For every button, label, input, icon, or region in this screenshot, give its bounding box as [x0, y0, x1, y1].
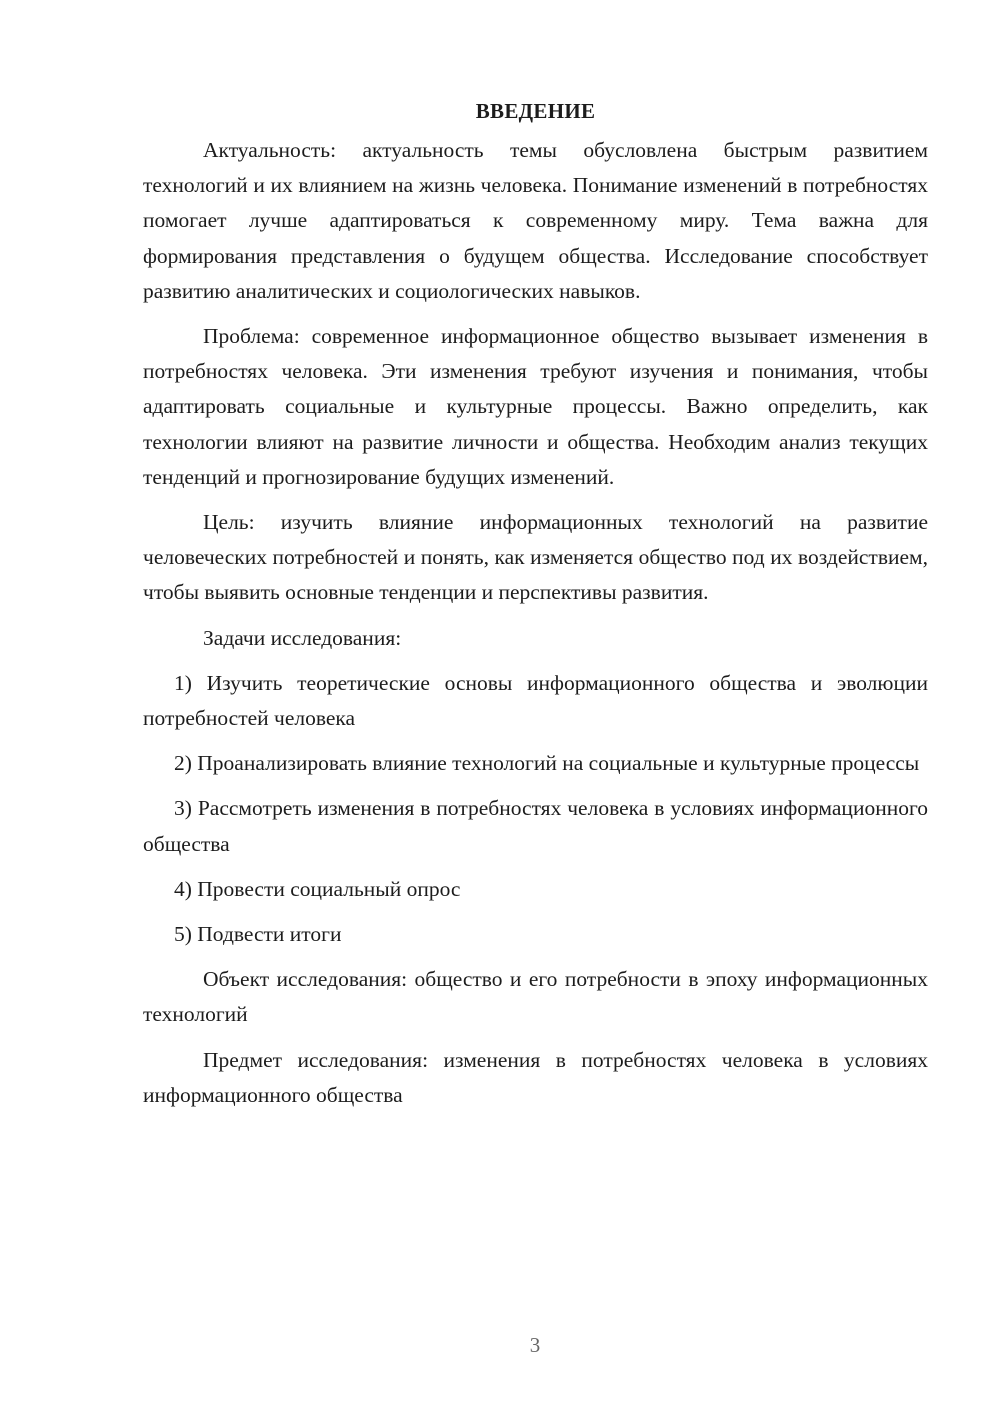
- problem-paragraph: Проблема: современное информационное общество вызывает изменения в потребностях человека. Эти изменения требуют изучения и понимания, чтобы адаптировать социальные и культурные процессы. Важно определить, как технологии влияют на развитие личности и общества. Необходим анализ текущих тенденций и прогнозирование будущих изменений.: [143, 324, 928, 489]
- goal-paragraph: Цель: изучить влияние информационных технологий на развитие человеческих потребностей и понять, как изменяется общество под их воздействием, чтобы выявить основные тенденции и перспективы развития.: [143, 510, 928, 605]
- page-number: 3: [529, 1333, 541, 1357]
- task-item: 1) Изучить теоретические основы информационного общества и эволюции потребностей человека: [143, 670, 928, 731]
- task-item: 4) Провести социальный опрос: [174, 876, 461, 901]
- relevance-paragraph: Актуальность: актуальность темы обусловлена быстрым развитием технологий и их влиянием на жизнь человека. Понимание изменений в потребностях помогает лучше адаптироваться к современному миру. Тема важна для формирования представления о будущем общества. Исследование способствует развитию аналитических и социологических навыков.: [143, 138, 928, 303]
- task-item: 3) Рассмотреть изменения в потребностях человека в условиях информационного общества: [143, 796, 928, 856]
- tasks-label: Задачи исследования:: [203, 625, 402, 650]
- task-item: 5) Подвести итоги: [174, 922, 342, 947]
- document-page: [143, 94, 928, 1123]
- object-paragraph: Объект исследования: общество и его потребности в эпоху информационных технологий: [143, 967, 928, 1027]
- section-heading: ВВЕДЕНИЕ: [475, 99, 596, 123]
- subject-paragraph: Предмет исследования: изменения в потребностях человека в условиях информационного общества: [143, 1047, 928, 1107]
- task-item: 2) Проанализировать влияние технологий на социальные и культурные процессы: [174, 751, 920, 776]
